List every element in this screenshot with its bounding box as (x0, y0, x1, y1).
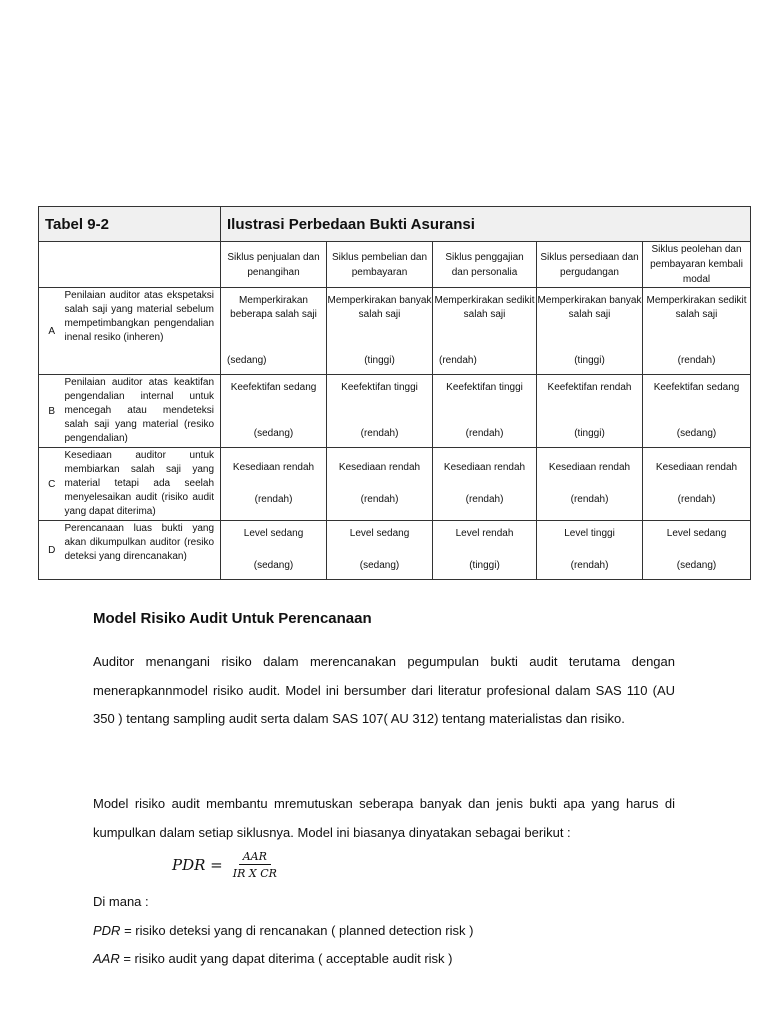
definitions-intro: Di mana : (93, 894, 149, 909)
cell-rating: (sedang) (253, 428, 294, 439)
cell-rating: (rendah) (570, 560, 609, 571)
cell-rating: (rendah) (465, 428, 504, 439)
row-description: Penilaian auditor atas ekspetaksi salah saji yang material sebelum mempetimbangkan pengendalian inenal resiko (inheren) (65, 288, 221, 375)
definition-text: = risiko audit yang dapat diterima ( acceptable audit risk ) (119, 951, 453, 966)
cell-value: Keefektifan tinggi (341, 382, 418, 393)
cell-value: Kesediaan rendah (338, 462, 421, 473)
cell-rating: (rendah) (570, 494, 609, 505)
cell-rating: (rendah) (439, 355, 477, 366)
paragraph-1: Auditor menangani risiko dalam merencanakan pegumpulan bukti audit terutama dengan menerapkannmodel risiko audit. Model ini bersumber dari literatur profesional dalam SAS 110 (AU 350 ) tentang sampling audit serta dalam SAS 107( AU 312) tentang materialistas dan risiko. (93, 654, 675, 726)
table-cell (537, 448, 643, 521)
definitions (93, 888, 473, 974)
row-id: A (39, 288, 65, 375)
cell-rating: (tinggi) (574, 355, 605, 366)
table-header-row (39, 207, 751, 242)
definition-text: = risiko deteksi yang di rencanakan ( planned detection risk ) (120, 922, 474, 938)
pdr-formula (172, 850, 281, 880)
table-cell (327, 448, 433, 521)
table-cell (433, 288, 537, 375)
row-id: D (39, 521, 65, 580)
cell-rating: (rendah) (465, 494, 504, 505)
column-header: Siklus penggajian dan personalia (433, 242, 537, 288)
table-cell (327, 521, 433, 580)
column-header: Siklus penjualan dan penangihan (221, 242, 327, 288)
cell-value: Keefektifan sedang (653, 382, 740, 393)
cell-rating: (sedang) (676, 560, 717, 571)
cell-rating: (sedang) (359, 560, 400, 571)
cell-rating: (rendah) (677, 355, 716, 366)
cell-rating: (sedang) (676, 428, 717, 439)
formula-lhs: PDR = (172, 856, 223, 874)
cell-value: Memperkirakan banyak salah saji (537, 295, 642, 320)
audit-evidence-table (38, 206, 750, 580)
table-cell (221, 375, 327, 448)
table (38, 206, 751, 580)
table-cell (433, 375, 537, 448)
table-cell (221, 288, 327, 375)
row-id: C (39, 448, 65, 521)
formula-denominator: IR X CR (232, 867, 277, 880)
table-cell (221, 521, 327, 580)
row-description: Penilaian auditor atas keaktifan pengendalian internal untuk mencegah atau mendeteksi salah saji yang material (resiko pengendalian) (65, 375, 221, 448)
cell-value: Level sedang (349, 528, 410, 539)
table-cell (537, 288, 643, 375)
column-header: Siklus persediaan dan pergudangan (537, 242, 643, 288)
cell-rating: (tinggi) (364, 355, 395, 366)
cell-rating: (tinggi) (574, 428, 605, 439)
table-cell (643, 448, 751, 521)
cell-rating: (rendah) (360, 494, 399, 505)
table-row (39, 448, 751, 521)
table-cell (433, 521, 537, 580)
cell-rating: (rendah) (677, 494, 716, 505)
table-row (39, 375, 751, 448)
cell-rating: (rendah) (254, 494, 293, 505)
cell-value: Kesediaan rendah (232, 462, 315, 473)
cell-value: Kesediaan rendah (655, 462, 738, 473)
cell-value: Memperkirakan banyak salah saji (327, 295, 432, 320)
cell-value: Memperkirakan beberapa salah saji (230, 295, 317, 320)
cell-value: Memperkirakan sedikit salah saji (434, 295, 535, 320)
definition-item (93, 945, 473, 974)
cell-value: Memperkirakan sedikit salah saji (646, 295, 747, 320)
cell-rating: (sedang) (253, 560, 294, 571)
column-header: Siklus peolehan dan pembayaran kembali modal (643, 242, 751, 288)
table-cell (643, 375, 751, 448)
table-row (39, 521, 751, 580)
table-title: Ilustrasi Perbedaan Bukti Asuransi (221, 207, 751, 242)
definition-term: PDR (93, 922, 121, 938)
row-description: Kesediaan auditor untuk membiarkan salah saji yang material tetapi ada seelah menyelesaikan audit (risiko audit yang dapat diterima) (65, 448, 221, 521)
table-label: Tabel 9-2 (39, 207, 221, 242)
table-cell (643, 288, 751, 375)
paragraph-2: Model risiko audit membantu mremutuskan seberapa banyak dan jenis bukti apa yang harus di kumpulkan dalam setiap siklusnya. Model ini biasanya dinyatakan sebagai berikut : (93, 796, 675, 840)
table-cell (537, 375, 643, 448)
cell-rating: (rendah) (360, 428, 399, 439)
definition-item (93, 917, 473, 946)
cell-value: Level sedang (666, 528, 727, 539)
cell-value: Kesediaan rendah (443, 462, 526, 473)
cell-value: Level tinggi (564, 528, 615, 539)
row-id: B (39, 375, 65, 448)
cell-value: Keefektifan rendah (547, 382, 632, 393)
table-cell (327, 375, 433, 448)
cell-value: Keefektifan tinggi (446, 382, 523, 393)
cell-value: Kesediaan rendah (548, 462, 631, 473)
column-header-row (39, 242, 751, 288)
table-row (39, 288, 751, 375)
section-title: Model Risiko Audit Untuk Perencanaan (93, 610, 372, 627)
cell-value: Level sedang (243, 528, 304, 539)
column-header-empty (39, 242, 221, 288)
column-header: Siklus pembelian dan pembayaran (327, 242, 433, 288)
table-cell (643, 521, 751, 580)
table-cell (433, 448, 537, 521)
table-cell (221, 448, 327, 521)
cell-value: Keefektifan sedang (230, 382, 317, 393)
formula-numerator: AAR (239, 850, 271, 865)
cell-rating: (tinggi) (469, 560, 500, 571)
formula-fraction (229, 850, 281, 880)
table-cell (327, 288, 433, 375)
table-cell (537, 521, 643, 580)
cell-value: Level rendah (455, 528, 514, 539)
definition-term: AAR (93, 951, 120, 966)
row-description: Perencanaan luas bukti yang akan dikumpulkan auditor (resiko deteksi yang direncanakan) (65, 521, 221, 580)
cell-rating: (sedang) (227, 355, 267, 366)
